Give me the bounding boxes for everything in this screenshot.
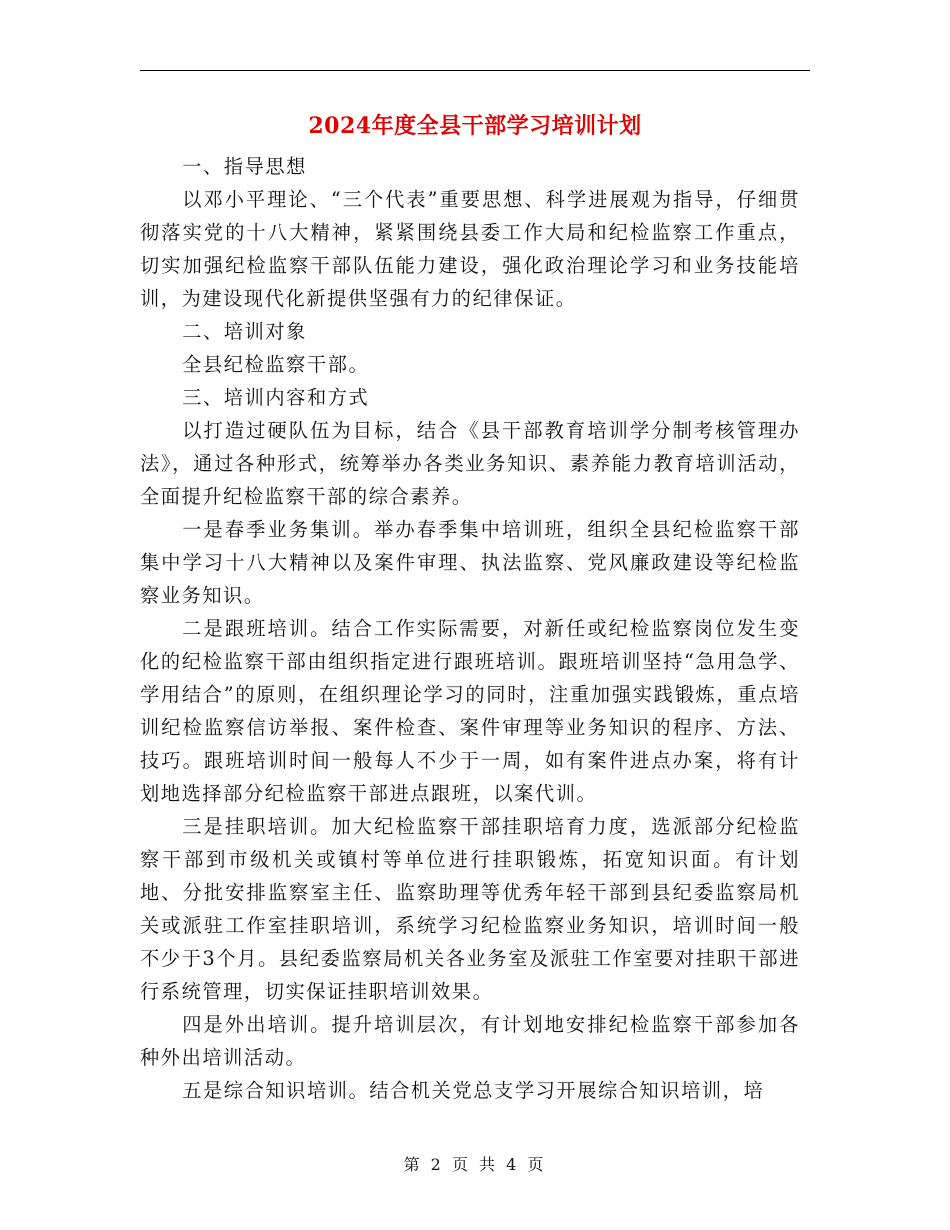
section-heading-training-targets: 二、培训对象 — [182, 320, 307, 343]
paragraph-content-intro: 以打造过硬队伍为目标，结合《县干部教育培训学分制考核管理办法》，通过各种形式，统筹举办各类业务知识、素养能力教育培训活动，全面提升纪检监察干部的综合素养。 — [140, 419, 800, 508]
header-rule — [140, 70, 810, 71]
section-heading-guiding-ideology: 一、指导思想 — [182, 155, 307, 178]
paragraph-external-training: 四是外出培训。提升培训层次，有计划地安排纪检监察干部参加各种外出培训活动。 — [140, 1013, 800, 1069]
paragraph-training-targets: 全县纪检监察干部。 — [182, 353, 370, 376]
paragraph-comprehensive-training: 五是综合知识培训。结合机关党总支学习开展综合知识培训，培 — [182, 1079, 765, 1102]
paragraph-shadow-training: 二是跟班培训。结合工作实际需要，对新任或纪检监察岗位发生变化的纪检监察干部由组织指定进行跟班培训。跟班培训坚持“急用急学、学用结合”的原则，在组织理论学习的同时，注重加强实践锻炼，重点培训纪检监察信访举报、案件检查、案件审理等业务知识的程序、方法、技巧。跟班培训时间一般每人不少于一周，如有案件进点办案，将有计划地选择部分纪检监察干部进点跟班，以案代训。 — [140, 617, 800, 805]
paragraph-spring-training: 一是春季业务集训。举办春季集中培训班，组织全县纪检监察干部集中学习十八大精神以及案件审理、执法监察、党风廉政建设等纪检监察业务知识。 — [140, 518, 800, 607]
paragraph-secondment-training: 三是挂职培训。加大纪检监察干部挂职培育力度，选派部分纪检监察干部到市级机关或镇村等单位进行挂职锻炼，拓宽知识面。有计划地、分批安排监察室主任、监察助理等优秀年轻干部到县纪委监察局机关或派驻工作室挂职培训，系统学习纪检监察业务知识，培训时间一般不少于3个月。县纪委监察局机关各业务室及派驻工作室要对挂职干部进行系统管理，切实保证挂职培训效果。 — [140, 815, 800, 1003]
paragraph-guiding-ideology: 以邓小平理论、“三个代表”重要思想、科学进展观为指导，仔细贯彻落实党的十八大精神，紧紧围绕县委工作大局和纪检监察工作重点，切实加强纪检监察干部队伍能力建设，强化政治理论学习和业务技能培训，为建设现代化新提供坚强有力的纪律保证。 — [140, 188, 800, 310]
section-heading-content-and-methods: 三、培训内容和方式 — [182, 386, 370, 409]
document-title: 2024年度全县干部学习培训计划 — [308, 113, 642, 139]
document-body — [140, 150, 800, 1107]
page-number-footer: 第 2 页 共 4 页 — [403, 1155, 547, 1174]
